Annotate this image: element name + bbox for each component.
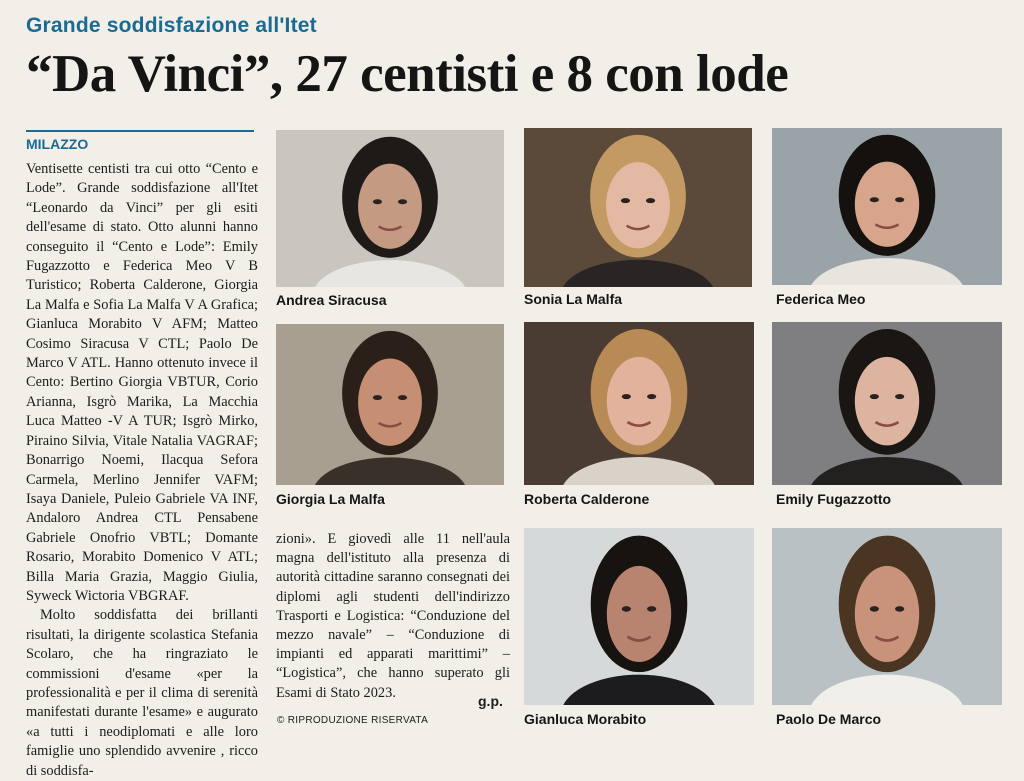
article-paragraph-3: zioni». E giovedì alle 11 nell'aula magna dell'istituto alla presenza di autorità cittadine saranno consegnati dei diplomi agli studenti dell'indirizzo Trasporti e Logistica: “Conduzione del mezzo navale” – “Conduzione di impianti ed apparati marittimi” – “Logistica”, che hanno superato gli Esami di Stato 2023. (276, 531, 510, 701)
caption-roberta-calderone: Roberta Calderone (524, 491, 650, 507)
photo-sonia-la-malfa (524, 128, 752, 287)
portrait-eye-left (622, 606, 631, 612)
portrait-eye-left (870, 606, 879, 612)
copyright-notice: © RIPRODUZIONE RISERVATA (277, 715, 429, 726)
portrait-illustration (772, 322, 1002, 485)
portrait-face (607, 357, 671, 445)
portrait-eye-right (895, 197, 904, 202)
portrait-eye-left (870, 394, 879, 399)
portrait-eye-right (895, 606, 904, 612)
article-headline: “Da Vinci”, 27 centisti e 8 con lode (26, 45, 789, 103)
caption-giorgia-la-malfa: Giorgia La Malfa (276, 491, 385, 507)
portrait-eye-right (398, 199, 407, 204)
portrait-face (358, 164, 422, 249)
portrait-face (855, 162, 919, 247)
photo-federica-meo (772, 128, 1002, 285)
photo-giorgia-la-malfa (276, 324, 504, 485)
portrait-illustration (276, 130, 504, 287)
portrait-eye-left (373, 199, 382, 204)
portrait-illustration (772, 128, 1002, 285)
article-paragraph-1: Ventisette centisti tra cui otto “Cento e Lode”. Grande soddisfazione all'Itet “Leonardo da Vinci” per gli esiti dell'esame di stato. Otto alunni hanno conseguito il “Cento e Lode”: Emily Fugazzotto e Federica Meo V B Turistico; Roberta Calderone, Giorgia La Malfa e Sofia La Malfa V A Grafica; Gianluca Morabito V AFM; Matteo Cosimo Siracusa V CTL; Paolo De Marco V ATL. Hanno ottenuto invece il Cento: Bertino Giorgia VBTUR, Corio Arianna, Isgrò Marika, La Macchia Luca Matteo -V A TUR; Isgrò Mirko, Piraino Silvia, Vitale Natalia VAGRAF; Bonarrigo Noemi, Ilacqua Sefora Carmela, Merlino Jennifer VAFM; Isaya Daniele, Puleio Gabriele VA INF, Andaloro Andrea CTL Pensabene Gabriele Onofrio VBTL; Domante Rosario, Morabito Domenico V ATL; Billa Maria Grazia, Maggio Giulia, Syweck Wictoria VBGRAF. (26, 161, 258, 604)
portrait-illustration (772, 528, 1002, 705)
photo-paolo-de-marco (772, 528, 1002, 705)
caption-sonia-la-malfa: Sonia La Malfa (524, 291, 623, 307)
portrait-eye-right (647, 394, 656, 399)
photo-emily-fugazzotto (772, 322, 1002, 485)
article-column-1 (26, 160, 258, 781)
caption-gianluca-morabito: Gianluca Morabito (524, 711, 647, 727)
photo-andrea-siracusa (276, 130, 504, 287)
portrait-eye-left (621, 198, 630, 203)
portrait-face (358, 359, 422, 446)
portrait-face (607, 566, 671, 662)
photo-roberta-calderone (524, 322, 754, 485)
portrait-eye-left (373, 395, 382, 400)
photo-gianluca-morabito (524, 528, 754, 705)
caption-emily-fugazzotto: Emily Fugazzotto (776, 491, 892, 507)
portrait-face (855, 566, 919, 662)
portrait-eye-right (398, 395, 407, 400)
portrait-eye-right (647, 606, 656, 612)
portrait-eye-right (646, 198, 655, 203)
section-label: MILAZZO (26, 136, 89, 152)
author-initials: g.p. (478, 693, 503, 709)
portrait-illustration (524, 322, 754, 485)
caption-andrea-siracusa: Andrea Siracusa (276, 292, 387, 308)
caption-federica-meo: Federica Meo (776, 291, 866, 307)
caption-paolo-de-marco: Paolo De Marco (776, 711, 882, 727)
portrait-face (606, 162, 670, 248)
portrait-eye-right (895, 394, 904, 399)
portrait-illustration (276, 324, 504, 485)
portrait-eye-left (622, 394, 631, 399)
portrait-illustration (524, 528, 754, 705)
section-rule (26, 130, 254, 132)
article-paragraph-2: Molto soddisfatta dei brillanti risultati, la dirigente scolastica Stefania Scolaro, che ha ringraziato le commissioni d'esame «per la professionalità e per il clima di serenità manifestati durante l'esame» e augurato «a tutti i neodiplomati e alle loro famiglie uno splendido avvenire , ricco di soddisfa- (26, 607, 258, 779)
article-kicker: Grande soddisfazione all'Itet (26, 14, 317, 37)
portrait-illustration (524, 128, 752, 287)
portrait-eye-left (870, 197, 879, 202)
article-column-2 (276, 530, 510, 703)
portrait-face (855, 357, 919, 445)
